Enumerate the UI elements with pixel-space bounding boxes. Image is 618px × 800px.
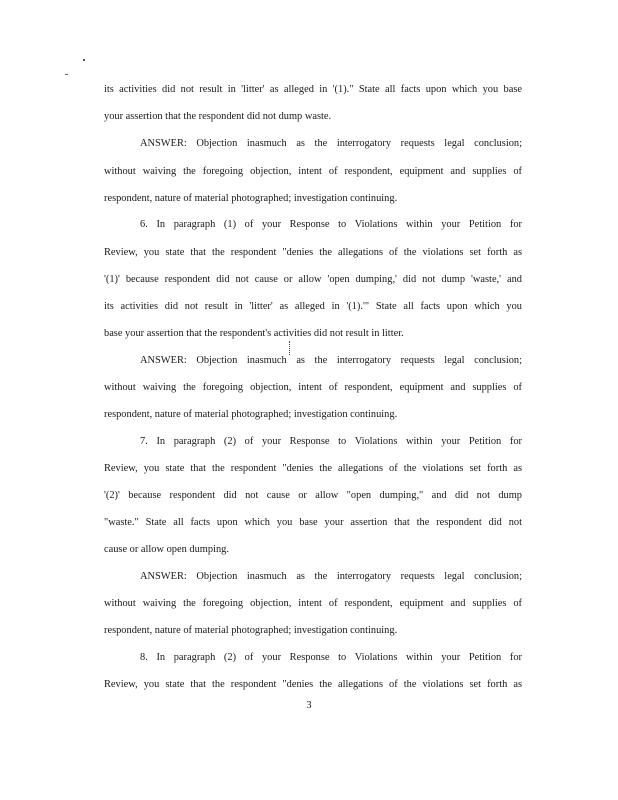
text-line: Review, you state that the respondent "denies the allegations of the violations set forth as xyxy=(104,247,522,258)
text-line: respondent, nature of material photographed; investigation continuing. xyxy=(104,193,398,204)
answer-line: ANSWER: Objection inasmuch as the interrogatory requests legal conclusion; xyxy=(140,571,522,582)
scan-mark xyxy=(65,74,68,75)
text-line: its activities did not result in 'litter' as alleged in '(1).'" State all facts upon which you xyxy=(104,301,522,312)
text-line: respondent, nature of material photographed; investigation continuing. xyxy=(104,409,398,420)
text-line: Review, you state that the respondent "denies the allegations of the violations set forth as xyxy=(104,463,522,474)
text-line: without waiving the foregoing objection, intent of respondent, equipment and supplies of xyxy=(104,382,522,393)
text-line: its activities did not result in 'litter' as alleged in '(1)." State all facts upon which you base xyxy=(104,84,522,95)
text-line: '(1)' because respondent did not cause or allow 'open dumping,' did not dump 'waste,' and xyxy=(104,274,522,285)
interrogatory-7-line: 7. In paragraph (2) of your Response to Violations within your Petition for xyxy=(140,436,522,447)
text-line: "waste." State all facts upon which you base your assertion that the respondent did not xyxy=(104,517,522,528)
interrogatory-8-line: 8. In paragraph (2) of your Response to Violations within your Petition for xyxy=(140,652,522,663)
text-cursor xyxy=(289,341,290,355)
text-line: your assertion that the respondent did not dump waste. xyxy=(104,111,332,122)
text-line: cause or allow open dumping. xyxy=(104,544,229,555)
text-line: respondent, nature of material photographed; investigation continuing. xyxy=(104,625,398,636)
text-line: without waiving the foregoing objection, intent of respondent, equipment and supplies of xyxy=(104,166,522,177)
text-line: base your assertion that the respondent's activities did not result in litter. xyxy=(104,328,404,339)
interrogatory-6-line: 6. In paragraph (1) of your Response to Violations within your Petition for xyxy=(140,219,522,230)
answer-line: ANSWER: Objection inasmuch as the interrogatory requests legal conclusion; xyxy=(140,355,522,366)
scan-speck xyxy=(83,59,85,61)
answer-line: ANSWER: Objection inasmuch as the interrogatory requests legal conclusion; xyxy=(140,138,522,149)
text-line: Review, you state that the respondent "denies the allegations of the violations set forth as xyxy=(104,679,522,690)
text-line: '(2)' because respondent did not cause or allow "open dumping," and did not dump xyxy=(104,490,522,501)
page-number: 3 xyxy=(306,700,312,711)
text-line: without waiving the foregoing objection, intent of respondent, equipment and supplies of xyxy=(104,598,522,609)
